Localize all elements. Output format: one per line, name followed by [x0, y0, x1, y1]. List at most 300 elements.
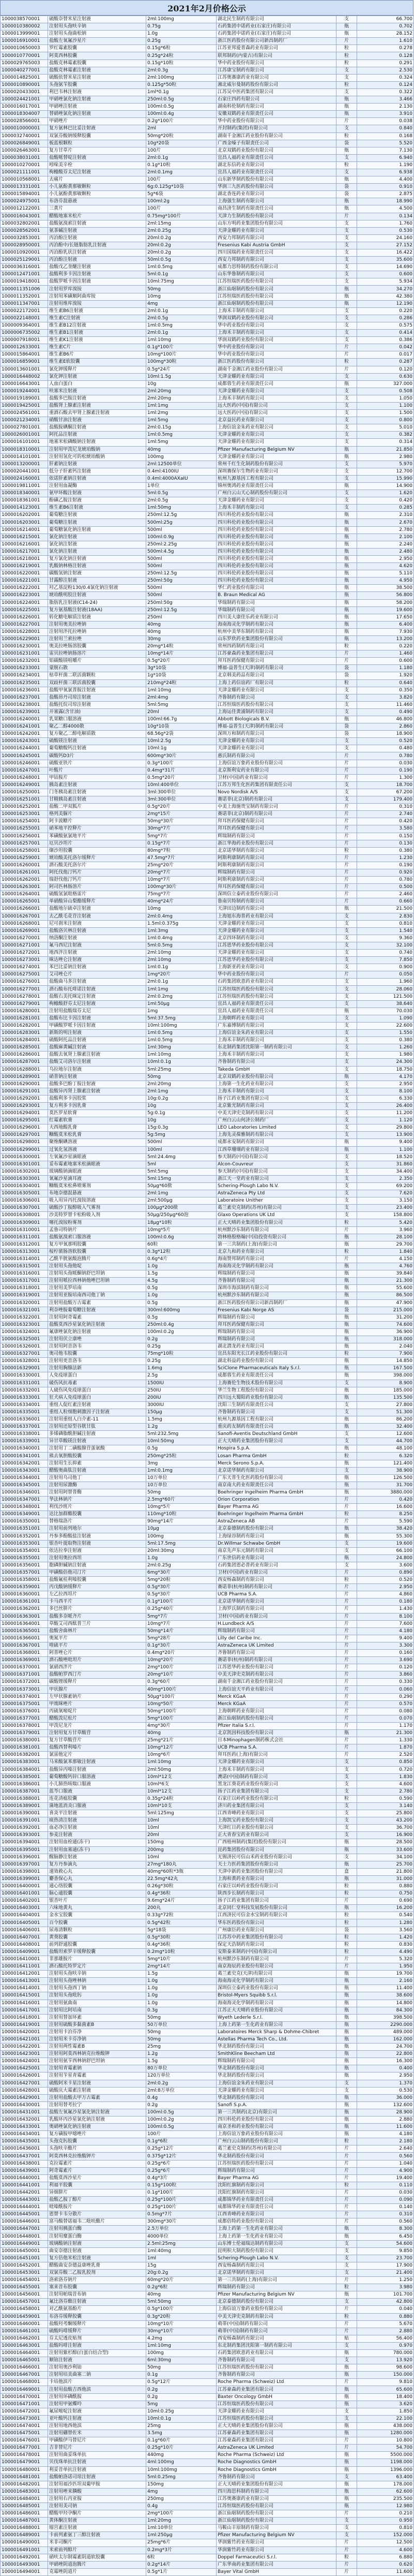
cell-code: 1000016239001 — [1, 708, 48, 716]
cell-code: 1000019418001 — [1, 278, 48, 286]
cell-price: 0.140 — [357, 2204, 414, 2211]
cell-code: 1000016342001 — [1, 1460, 48, 1467]
cell-spec: 60粒 — [146, 1241, 217, 1248]
cell-price: 0.880 — [357, 2313, 414, 2320]
cell-price: 0.180 — [357, 1598, 414, 1606]
table-row — [1, 1351, 414, 1358]
cell-code: 1000016481001 — [1, 2474, 48, 2481]
cell-drug-name: 麝香保心丸 — [48, 1875, 146, 1883]
cell-drug-name: 阿托品注射液 — [48, 432, 146, 439]
cell-manufacturer: 湖南千金湘江药业股份有限公司 — [217, 1679, 336, 1686]
cell-code: 1000016228001 — [1, 628, 48, 635]
cell-unit: 瓶 — [336, 483, 357, 490]
cell-unit: 片 — [336, 811, 357, 818]
cell-spec: 0.25g*6片 — [146, 2160, 217, 2167]
table-row — [1, 1270, 414, 1278]
cell-price: 0.060 — [357, 1686, 414, 1693]
cell-price: 4.180 — [357, 1627, 414, 1635]
cell-spec: 2ml:15mg — [146, 220, 217, 227]
cell-drug-name: 甘精胰岛素注射液 — [48, 796, 146, 804]
cell-manufacturer: Pfizer Manufacturing Belgium NV — [217, 2532, 336, 2539]
cell-spec: 1.0g — [146, 1263, 217, 1270]
cell-unit: 瓶 — [336, 1365, 357, 1372]
cell-manufacturer: 天津金耀药业有限公司 — [217, 920, 336, 927]
cell-unit: 支 — [336, 249, 357, 257]
cell-unit: 片 — [336, 1635, 357, 1642]
cell-drug-name: 氨茶碱注射液 — [48, 227, 146, 234]
cell-manufacturer: 华北制药股份有限公司 — [217, 2153, 336, 2160]
cell-code: 1000016279001 — [1, 1000, 48, 1008]
cell-drug-name: 盐酸克林霉素注射液 — [48, 67, 146, 74]
cell-unit: 瓶 — [336, 1314, 357, 1321]
cell-code: 1000016276001 — [1, 979, 48, 986]
cell-manufacturer: 卫材(中国)药业有限公司 — [217, 774, 336, 781]
cell-unit: 片 — [336, 2174, 357, 2182]
cell-price: 1.170 — [357, 1722, 414, 1729]
cell-manufacturer: 葛兰素史克(天津)有限公司 — [217, 1971, 336, 1978]
table-row — [1, 330, 414, 337]
cell-drug-name: 注射用头孢呋辛钠 — [48, 23, 146, 31]
cell-code: 1000016226001 — [1, 614, 48, 621]
table-row — [1, 2109, 414, 2116]
cell-spec: 10mg*7片 — [146, 877, 217, 884]
table-row — [1, 2379, 414, 2386]
cell-manufacturer: 四川美大康佳乐药业有限公司 — [217, 614, 336, 621]
cell-unit: 盒 — [336, 1868, 357, 1875]
table-row — [1, 825, 414, 833]
cell-price: 1.760 — [357, 220, 414, 227]
cell-drug-name: 盐酸胺碘酮注射液 — [48, 424, 146, 432]
cell-unit: 支 — [336, 1088, 357, 1095]
cell-spec: 500ml — [146, 526, 217, 534]
cell-price: 167.500 — [357, 1365, 414, 1372]
table-row — [1, 2058, 414, 2065]
table-row — [1, 446, 414, 453]
cell-code: 1000013601001 — [1, 366, 48, 373]
cell-unit: 瓶 — [336, 176, 357, 184]
cell-price: 5.010 — [357, 424, 414, 432]
cell-unit: 粒 — [336, 1577, 357, 1584]
cell-unit: 瓶 — [336, 512, 357, 519]
cell-code: 1000010270001 — [1, 161, 48, 169]
cell-code: 1000016355001 — [1, 1555, 48, 1562]
cell-manufacturer: 常州千红生化制药股份有限公司 — [217, 461, 336, 468]
cell-drug-name: 转化糖电解质注射液 — [48, 614, 146, 621]
cell-unit: 片 — [336, 2320, 357, 2328]
cell-manufacturer: 山东方明药业集团股份有限公司 — [217, 220, 336, 227]
cell-manufacturer: 山东华鲁制药有限公司 — [217, 271, 336, 278]
cell-drug-name: 贝伐珠单抗注射液 — [48, 2459, 146, 2466]
cell-price: 14.850 — [357, 1358, 414, 1365]
table-row — [1, 1868, 414, 1875]
cell-price: 3.820 — [357, 694, 414, 701]
cell-spec: 1单位 — [146, 483, 217, 490]
table-row — [1, 578, 414, 585]
cell-unit: 支 — [336, 1132, 357, 1139]
cell-code: 1000016405001 — [1, 1919, 48, 1927]
cell-unit: 支 — [336, 1190, 357, 1197]
cell-manufacturer: 浙江天一堂药业有限公司 — [217, 1175, 336, 1182]
cell-drug-name: 阿莫西林胶囊 — [48, 52, 146, 60]
cell-unit: 支 — [336, 701, 357, 708]
cell-spec: 10ml:100mg — [146, 1022, 217, 1029]
cell-manufacturer: 天津金耀药业有限公司 — [217, 439, 336, 446]
cell-drug-name: 注射用胸腺法新 — [48, 1365, 146, 1372]
cell-unit: 瓶 — [336, 1146, 357, 1153]
cell-drug-name: 卡马西平片 — [48, 1598, 146, 1606]
cell-manufacturer: 上海禾丰制药有限公司 — [217, 307, 336, 315]
cell-spec: 1.6mg — [146, 1365, 217, 1372]
cell-drug-name: 羟乙基淀粉130/0.4氯化钠注射液 — [48, 585, 146, 592]
cell-drug-name: 异甘草酸镁注射液 — [48, 1438, 146, 1445]
cell-drug-name: 维生素B6注射液 — [48, 307, 146, 315]
cell-spec: 0.15g*100粒 — [146, 2182, 217, 2189]
cell-drug-name: 甲钴胺片 — [48, 774, 146, 781]
cell-price: 1.850 — [357, 2408, 414, 2415]
cell-unit: 瓶 — [336, 606, 357, 614]
table-row — [1, 2204, 414, 2211]
cell-manufacturer: Schering-Plough Labo N.V. — [217, 1183, 336, 1190]
cell-price: 3.690 — [357, 1657, 414, 1664]
cell-code: 1000016290001 — [1, 1080, 48, 1088]
table-row — [1, 249, 414, 257]
cell-price: 12.600 — [357, 1431, 414, 1438]
table-row — [1, 650, 414, 658]
cell-manufacturer: 江苏康宝制药有限公司 — [217, 67, 336, 74]
cell-price: 4.400 — [357, 176, 414, 184]
cell-price: 47.900 — [357, 1299, 414, 1307]
cell-spec: 10ml:2.5g — [146, 738, 217, 745]
cell-drug-name: 吲哚美辛栓 — [48, 161, 146, 169]
cell-manufacturer: 西安力邦制药有限公司 — [217, 234, 336, 242]
cell-code: 1000016457001 — [1, 2299, 48, 2306]
cell-spec: 3000IU — [146, 1401, 217, 1409]
cell-price: 2.130 — [357, 103, 414, 111]
cell-price: 22.600 — [357, 1022, 414, 1029]
cell-unit: 支 — [336, 1547, 357, 1555]
cell-price: 489.000 — [357, 2029, 414, 2036]
cell-manufacturer: 拜耳医药保健有限公司 — [217, 884, 336, 891]
cell-code: 1000016273001 — [1, 957, 48, 964]
price-table-body — [1, 16, 414, 2576]
cell-drug-name: 复方甲氧那明胶囊 — [48, 1241, 146, 1248]
cell-code: 1000013999001 — [1, 31, 48, 38]
cell-code: 1000016320001 — [1, 1299, 48, 1307]
cell-spec: 80万单位 — [146, 2065, 217, 2072]
cell-code: 1000016240001 — [1, 716, 48, 723]
cell-price: 3.140 — [357, 1802, 414, 1810]
table-row — [1, 2174, 414, 2182]
cell-manufacturer: 齐鲁制药有限公司 — [217, 2474, 336, 2481]
table-row — [1, 118, 414, 125]
cell-price: 0.540 — [357, 1912, 414, 1919]
cell-price: 11.400 — [357, 1985, 414, 1992]
cell-manufacturer: 保定天浩制药有限公司 — [217, 1941, 336, 1948]
table-row — [1, 1810, 414, 1817]
cell-spec: 50mg — [146, 2014, 217, 2021]
cell-code: 1000012471001 — [1, 271, 48, 278]
cell-drug-name: 注射用青霉素钠 — [48, 2065, 146, 2072]
cell-spec: 0.2g*6粒 — [146, 2284, 217, 2291]
cell-unit: 粒 — [336, 2138, 357, 2145]
cell-spec: 20ml:0.2g — [146, 234, 217, 242]
cell-code: 1000024160001 — [1, 475, 48, 482]
table-row — [1, 373, 414, 380]
table-row — [1, 132, 414, 140]
cell-price: 3.620 — [357, 2401, 414, 2408]
table-row — [1, 2386, 414, 2393]
cell-spec: 1ml:0.5mg — [146, 1030, 217, 1037]
cell-manufacturer: 北京诺华制药有限公司 — [217, 1467, 336, 1474]
table-row — [1, 2518, 414, 2525]
table-row — [1, 2328, 414, 2335]
cell-unit: 片 — [336, 1737, 357, 1744]
cell-spec: 50mg — [146, 1489, 217, 1496]
cell-manufacturer: 安斯泰来制药(中国)有限公司 — [217, 1948, 336, 1956]
cell-price: 3880.000 — [357, 1489, 414, 1496]
table-row — [1, 957, 414, 964]
cell-drug-name: 胞磷胆碱钠注射液 — [48, 1562, 146, 1569]
cell-manufacturer: 江苏苏中药业集团股份有限公司 — [217, 1934, 336, 1941]
cell-drug-name: 盐酸氨溴索注射液 — [48, 220, 146, 227]
cell-code: 1000010568001 — [1, 176, 48, 184]
cell-price: 13.920 — [357, 2357, 414, 2364]
cell-manufacturer: Schering-Plough Labo N.V. — [217, 2255, 336, 2262]
cell-unit: 片 — [336, 2539, 357, 2547]
table-row — [1, 1679, 414, 1686]
cell-code: 1000016324001 — [1, 1328, 48, 1336]
cell-unit: 粒 — [336, 1795, 357, 1802]
cell-price: 0.420 — [357, 818, 414, 825]
cell-manufacturer: 拜耳医药保健有限公司 — [217, 818, 336, 825]
cell-code: 1000026849001 — [1, 140, 48, 147]
cell-drug-name: 甲硝唑氯化钠注射液 — [48, 96, 146, 103]
cell-price: 38.420 — [357, 1526, 414, 1533]
cell-manufacturer: 天津力生制药股份有限公司 — [217, 213, 336, 220]
cell-code: 1000016299001 — [1, 1146, 48, 1153]
cell-spec: 0.3g*60片 — [146, 1679, 217, 1686]
table-row — [1, 213, 414, 220]
cell-price: 2.530 — [357, 67, 414, 74]
cell-unit: 支 — [336, 2087, 357, 2094]
cell-drug-name: 蒙脱石散 — [48, 665, 146, 672]
cell-drug-name: 硫酸依替米星注射液 — [48, 74, 146, 81]
cell-manufacturer: 四川科伦药业股份有限公司 — [217, 548, 336, 555]
cell-manufacturer: 深圳市海滨制药有限公司 — [217, 1285, 336, 1292]
cell-manufacturer: Losan Pharma GmbH — [217, 1453, 336, 1460]
cell-manufacturer: 浙江仙琚制药股份有限公司 — [217, 1715, 336, 1722]
cell-spec: 0.2g — [146, 1336, 217, 1343]
cell-manufacturer: 上海赛伦生物技术股份有限公司 — [217, 1380, 336, 1387]
cell-unit: 粒 — [336, 847, 357, 854]
table-row — [1, 2452, 414, 2459]
table-row — [1, 869, 414, 876]
cell-price: 1.950 — [357, 1963, 414, 1971]
cell-code: 1000016265001 — [1, 898, 48, 906]
cell-drug-name: 红霉素软膏 — [48, 1117, 146, 1124]
cell-code: 1000010650003 — [1, 45, 48, 52]
cell-drug-name: 苯磺酸氨氯地平片 — [48, 833, 146, 840]
cell-unit: 瓶 — [336, 2386, 357, 2393]
cell-spec: 150μg — [146, 1409, 217, 1416]
cell-drug-name: 阿托伐他汀钙片 — [48, 869, 146, 876]
cell-spec: 0.6g*4片 — [146, 1255, 217, 1263]
cell-code: 1000016278001 — [1, 993, 48, 1000]
cell-manufacturer: 沈阳三生制药有限责任公司 — [217, 1401, 336, 1409]
cell-drug-name: 盐酸异丙嗪注射液 — [48, 1766, 146, 1773]
table-row — [1, 2495, 414, 2503]
cell-price: 0.310 — [357, 804, 414, 811]
cell-spec: 10ml:75mg — [146, 278, 217, 286]
cell-drug-name: 复方丹参滴丸 — [48, 1861, 146, 1868]
cell-manufacturer: 上海禾丰制药有限公司 — [217, 395, 336, 402]
cell-unit: 瓶 — [336, 1394, 357, 1401]
cell-drug-name: 氟康唑氯化钠注射液 — [48, 1328, 146, 1336]
cell-manufacturer: 江西青峰药业有限公司 — [217, 1810, 336, 1817]
cell-spec: 150mg — [146, 2481, 217, 2488]
cell-manufacturer: 华润双鹤药业股份有限公司 — [217, 315, 336, 322]
cell-manufacturer: 浙江仙琚制药股份有限公司 — [217, 300, 336, 307]
cell-drug-name: 葡萄糖氯化钠注射液 — [48, 526, 146, 534]
cell-code: 1000016254001 — [1, 818, 48, 825]
cell-code: 1000014123001 — [1, 505, 48, 512]
cell-drug-name: 酒石酸托特罗定片 — [48, 1963, 146, 1971]
cell-spec: 100ml:0.5g — [146, 103, 217, 111]
cell-unit: 片 — [336, 1722, 357, 1729]
cell-spec: 150mg — [146, 1839, 217, 1846]
cell-price: 0.780 — [357, 752, 414, 760]
cell-price: 8.250 — [357, 1511, 414, 1518]
cell-spec: 40mg — [146, 446, 217, 453]
cell-drug-name: 双歧杆菌三联活菌胶囊 — [48, 679, 146, 687]
cell-code: 1000016431001 — [1, 2109, 48, 2116]
cell-spec: 50mg — [146, 2036, 217, 2043]
cell-manufacturer: 华润紫竹药业有限公司 — [217, 2539, 336, 2547]
cell-code: 1000018340001 — [1, 490, 48, 497]
cell-manufacturer: 辉瑞制药有限公司 — [217, 869, 336, 876]
cell-spec: 10ml:0.1g — [146, 1059, 217, 1066]
cell-drug-name: 葡萄糖酸钙锌口服溶液 — [48, 1773, 146, 1781]
cell-drug-name: 注射用盐酸瑞芬太尼 — [48, 1008, 146, 1015]
table-row — [1, 796, 414, 804]
cell-drug-name: 依诺肝素钠注射液 — [48, 475, 146, 482]
cell-spec: 1.5g — [146, 1270, 217, 1278]
table-row — [1, 1883, 414, 1890]
cell-manufacturer: 浙江仙琚制药股份有限公司 — [217, 2518, 336, 2525]
cell-code: 1000016313001 — [1, 1248, 48, 1255]
cell-spec: 10ml*10支 — [146, 1802, 217, 1810]
cell-code: 1000011347001 — [1, 300, 48, 307]
cell-drug-name: 复方甘草片 — [48, 147, 146, 154]
cell-price: 3.980 — [357, 2284, 414, 2291]
cell-drug-name: 硝普钠注射液 — [48, 1073, 146, 1080]
cell-drug-name: 小儿肺热咳喘口服液 — [48, 1781, 146, 1788]
cell-unit: 片 — [336, 869, 357, 876]
cell-drug-name: 奥司他韦胶囊 — [48, 1351, 146, 1358]
cell-manufacturer: 江苏正大天晴药业股份有限公司 — [217, 2007, 336, 2014]
cell-drug-name: 痰热清注射液 — [48, 1817, 146, 1825]
table-row — [1, 635, 414, 643]
table-row — [1, 2422, 414, 2430]
cell-code: 1000016346001 — [1, 1489, 48, 1496]
table-row — [1, 1795, 414, 1802]
table-row — [1, 1664, 414, 1671]
cell-unit: 粒 — [336, 1511, 357, 1518]
cell-drug-name: 米索前列醇片 — [48, 2547, 146, 2554]
table-row — [1, 293, 414, 300]
cell-spec: 5g*6袋 — [146, 191, 217, 198]
cell-spec: 4mg — [146, 2488, 217, 2495]
cell-price: 2.520 — [357, 1752, 414, 1759]
cell-manufacturer: 山东罗欣药业集团股份有限公司 — [217, 635, 336, 643]
cell-spec: 0.2mg*3片 — [146, 2547, 217, 2554]
cell-code: 1000016224001 — [1, 599, 48, 606]
cell-spec: 1ml:10mg — [146, 1052, 217, 1059]
cell-drug-name: 酒石酸布托啡诺注射液 — [48, 986, 146, 993]
cell-price: 46.800 — [357, 716, 414, 723]
cell-code: 1000016492001 — [1, 2554, 48, 2561]
cell-spec: 5ml:0.5g — [146, 490, 217, 497]
cell-unit: 粒 — [336, 1919, 357, 1927]
cell-code: 1000016381001 — [1, 1744, 48, 1752]
table-row — [1, 2218, 414, 2226]
cell-manufacturer: 上海信谊金朱药业有限公司 — [217, 2080, 336, 2087]
cell-manufacturer: Alcon-Couvreur — [217, 1161, 336, 1168]
cell-spec: 1g*10袋 — [146, 672, 217, 679]
cell-drug-name: 醋酸甲羟孕酮片 — [48, 2510, 146, 2518]
cell-price: 0.070 — [357, 1715, 414, 1722]
cell-price: 12.500 — [357, 2539, 414, 2547]
cell-unit: 支 — [336, 315, 357, 322]
cell-unit: 支 — [336, 2525, 357, 2532]
cell-spec: 500ml — [146, 1139, 217, 1146]
cell-spec: 0.4g*3片 — [146, 2174, 217, 2182]
table-row — [1, 1700, 414, 1708]
cell-code: 1000016249001 — [1, 781, 48, 789]
table-row — [1, 2445, 414, 2452]
table-row — [1, 1905, 414, 1912]
cell-manufacturer: 葛兰素史克制药(苏州)有限公司 — [217, 1205, 336, 1212]
cell-code: 1000022148001 — [1, 315, 48, 322]
cell-drug-name: 利巴韦林注射液 — [48, 88, 146, 96]
cell-unit: 瓶 — [336, 628, 357, 635]
cell-unit: 粒 — [336, 1219, 357, 1226]
cell-price: 2.780 — [357, 1788, 414, 1795]
cell-code: 1000016250001 — [1, 789, 48, 796]
cell-unit: 片 — [336, 1497, 357, 1504]
cell-unit: 瓶 — [336, 2452, 357, 2459]
table-row — [1, 2299, 414, 2306]
cell-unit: 袋 — [336, 1307, 357, 1314]
cell-drug-name: 铝碳酸镁咀嚼片 — [48, 658, 146, 665]
cell-unit: 支 — [336, 490, 357, 497]
cell-unit: 支 — [336, 1022, 357, 1029]
cell-drug-name: 注射用地西他滨 — [48, 2422, 146, 2430]
cell-code: 1000021111001 — [1, 169, 48, 176]
cell-unit: 粒 — [336, 1948, 357, 1956]
cell-manufacturer: 宜昌人福药业有限责任公司 — [217, 154, 336, 161]
cell-price: 780.000 — [357, 2350, 414, 2357]
table-row — [1, 2153, 414, 2160]
cell-spec: 10ml*12支 — [146, 1788, 217, 1795]
cell-spec: 50mg — [146, 1073, 217, 1080]
cell-drug-name: 注射用亚胺培南西司他丁钠 — [48, 1292, 146, 1299]
cell-manufacturer: 上海信谊金朱药业有限公司 — [217, 424, 336, 432]
cell-manufacturer: Merck KGaA — [217, 1693, 336, 1700]
cell-manufacturer: 四川科伦药业股份有限公司 — [217, 534, 336, 541]
cell-unit: 支 — [336, 1825, 357, 1832]
table-row — [1, 1234, 414, 1241]
